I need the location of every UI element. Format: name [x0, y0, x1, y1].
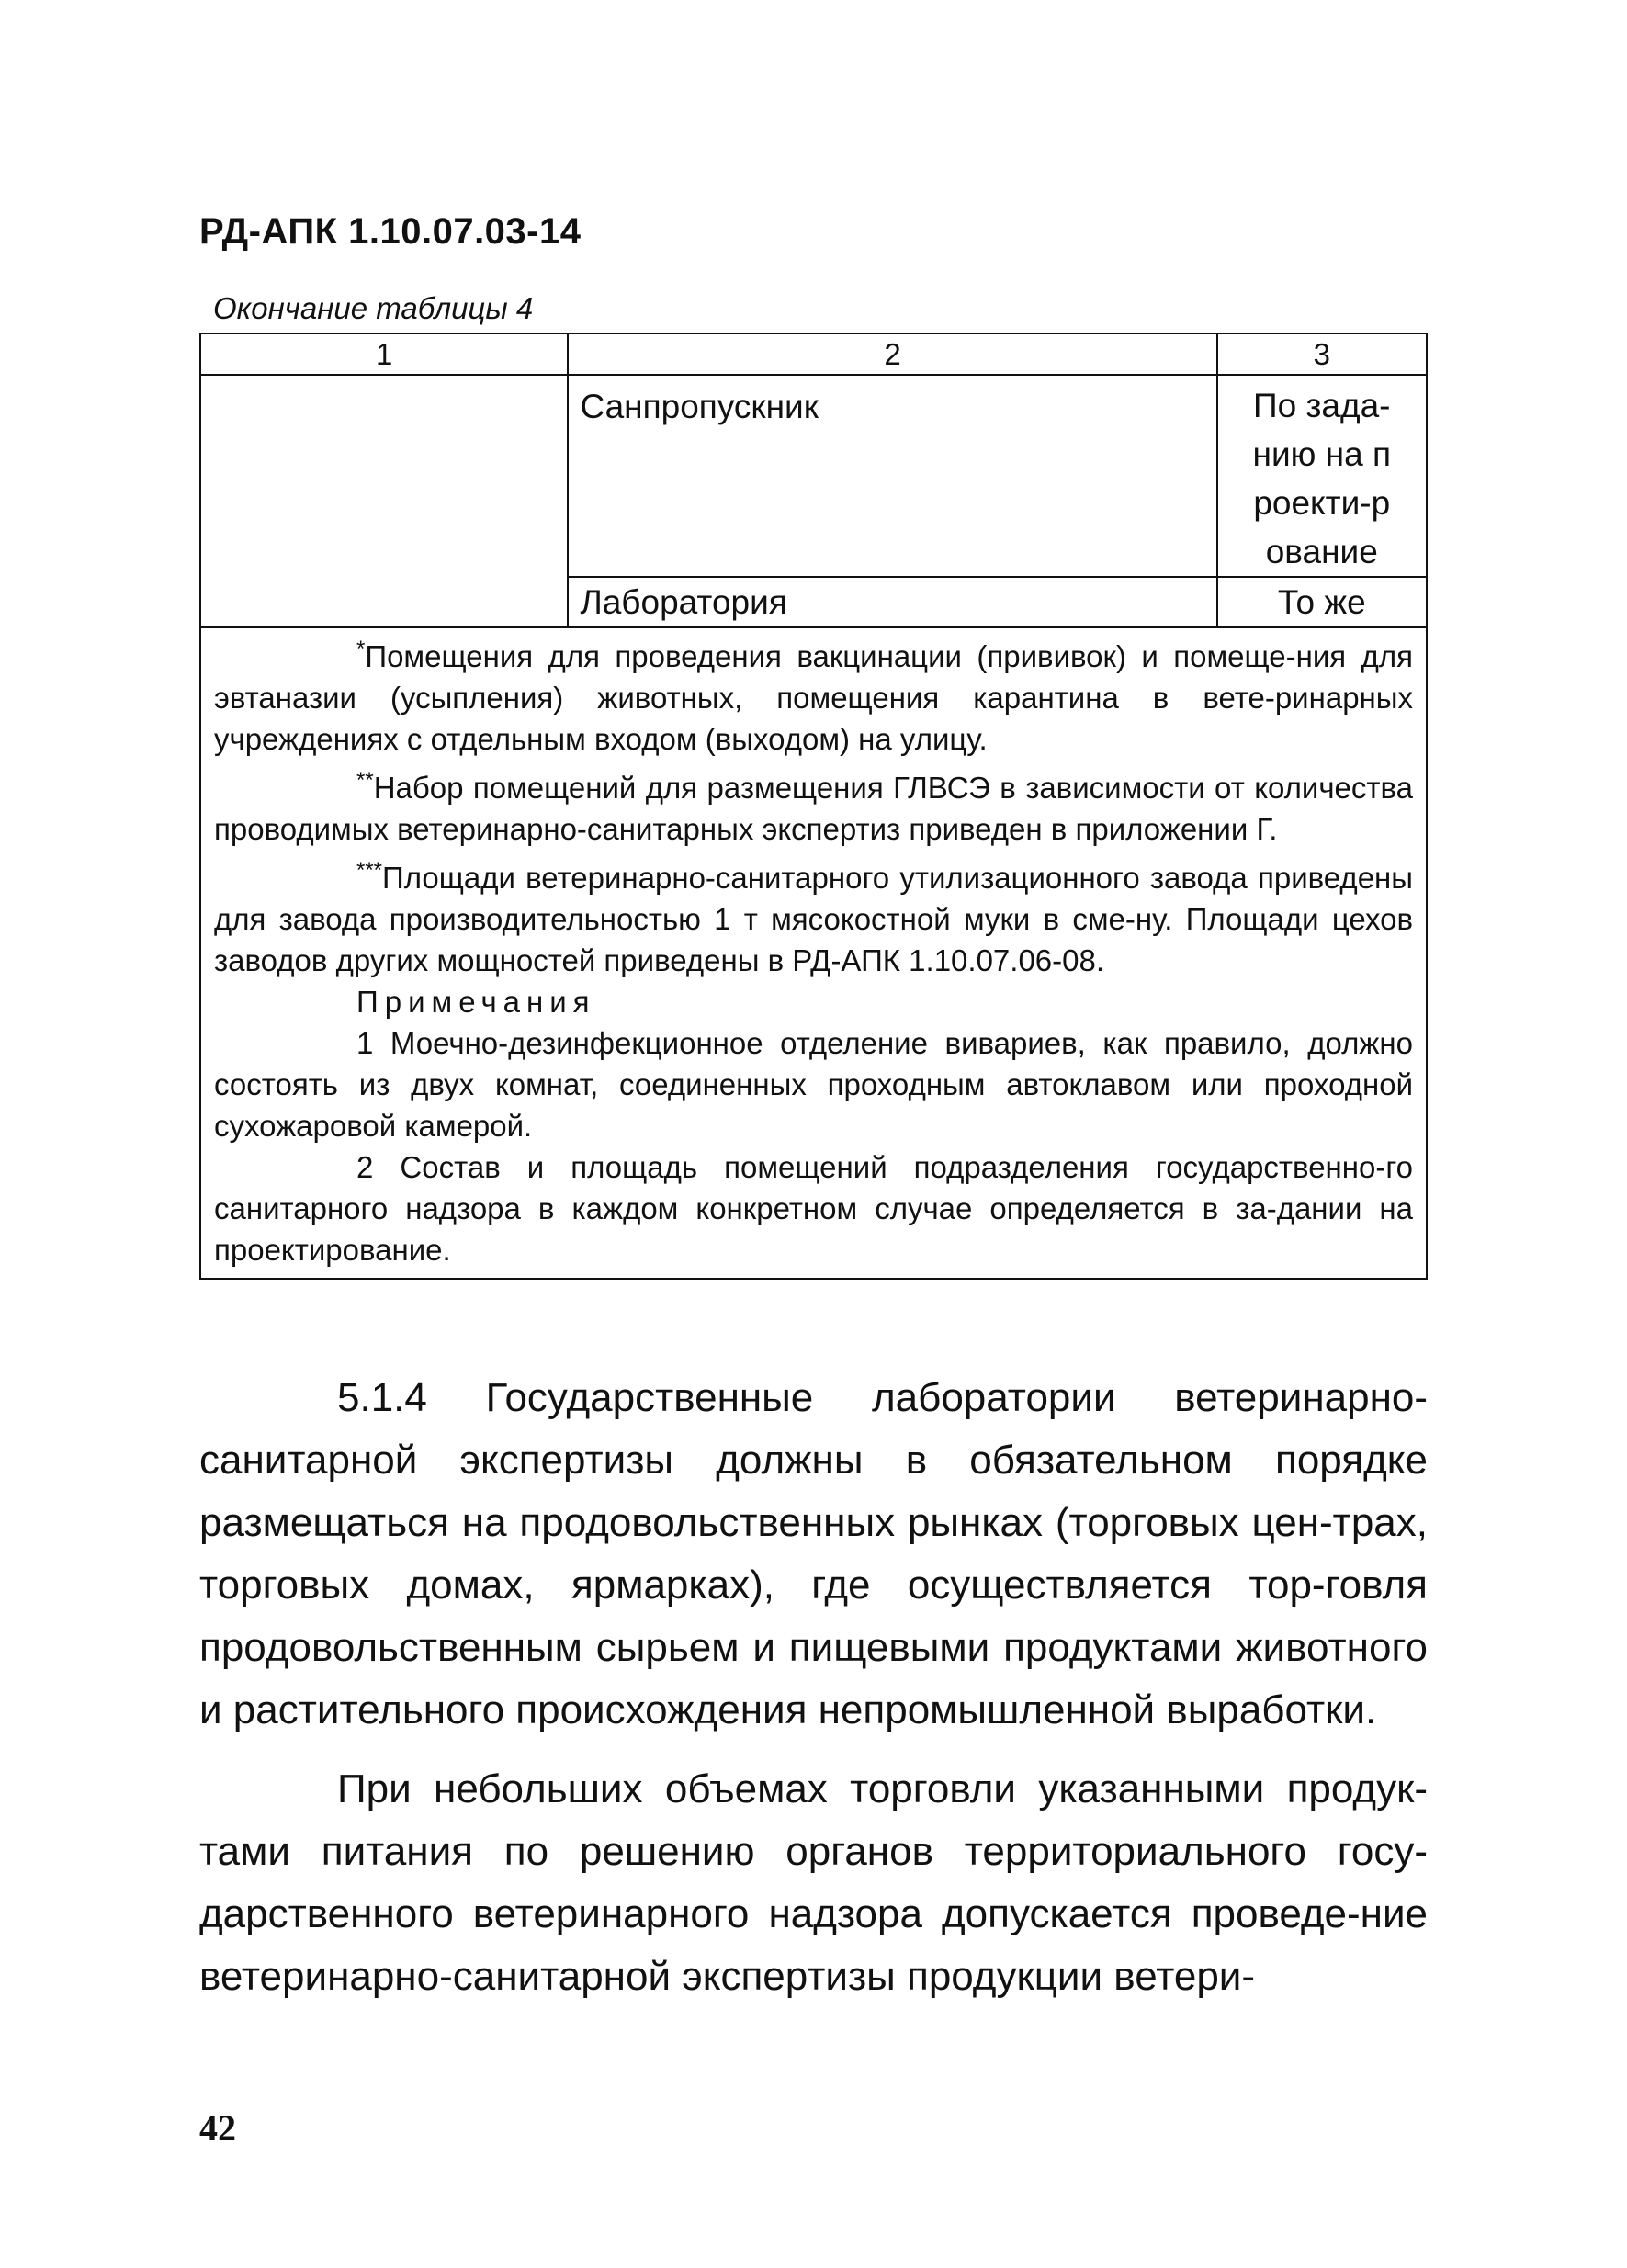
body-paragraph: При небольших объемах торговли указанными продук-тами питания по решению органов территориального госу-дарственного ветеринарного надзора допускается проведе-ние ветеринарно-санитарной экспертизы продукции ветери-	[199, 1766, 1428, 1999]
table-caption: Окончание таблицы 4	[213, 291, 534, 325]
table-cell-group	[200, 375, 568, 627]
note-item: 1 Моечно-дезинфекционное отделение вивариев, как правило, должно состоять из двух комнат, соединенных проходным автоклавом или проходной сухожаровой камерой.	[214, 1026, 1413, 1143]
column-header-1: 1	[200, 333, 568, 375]
footnote-mark: **	[356, 768, 374, 793]
footnote-text: Набор помещений для размещения ГЛВСЭ в зависимости от количества проводимых ветеринарно-санитарных экспертиз приведен в приложении Г.	[214, 771, 1413, 846]
footnote-mark: *	[356, 637, 366, 661]
table-notes-cell	[200, 627, 1427, 1279]
rooms-table	[199, 333, 1428, 1280]
footnote	[214, 857, 1413, 981]
note-item: 2 Состав и площадь помещений подразделения государственно-го санитарного надзора в каждом конкретном случае определяется в за-дании на проектирование.	[214, 1150, 1413, 1267]
footnote	[214, 636, 1413, 760]
document-code: РД-АПК 1.10.07.03-14	[199, 211, 582, 252]
footnote-text: Площади ветеринарно-санитарного утилизационного завода приведены для завода производительностью 1 т мясокостной муки в сме-ну. Площади цехов заводов других мощностей приведены в РД-АПК 1.10.07.06-08.	[214, 861, 1413, 977]
table-header-row	[200, 333, 1427, 375]
table-cell-area	[1217, 375, 1427, 577]
body-text	[199, 1367, 1428, 2008]
table-cell-area: То же	[1217, 577, 1427, 627]
table-cell-room-name: Санпропускник	[568, 375, 1216, 577]
column-header-2: 2	[568, 333, 1216, 375]
footnote-mark: ***	[356, 858, 383, 883]
column-header-3: 3	[1217, 333, 1427, 375]
table-cell-room-name: Лаборатория	[568, 577, 1216, 627]
area-text: По зада-нию на проекти-рование	[1252, 387, 1391, 570]
footnote	[214, 767, 1413, 850]
page-number: 42	[199, 2107, 236, 2149]
table-notes-row	[200, 627, 1427, 1279]
notes-title: Примечания	[356, 985, 596, 1019]
body-paragraph: 5.1.4 Государственные лаборатории ветеринарно-санитарной экспертизы должны в обязательном порядке размещаться на продовольственных рынках (торговых цен-трах, торговых домах, ярмарках), где осуществляется тор-говля продовольственным сырьем и пищевыми продуктами животного и растительного происхождения непромышленной выработки.	[199, 1375, 1428, 1732]
footnote-text: Помещения для проведения вакцинации (прививок) и помеще-ния для эвтаназии (усыпления) животных, помещения карантина в вете-ринарных учреждениях с отдельным входом (выходом) на улицу.	[214, 639, 1413, 756]
table-row	[200, 375, 1427, 577]
